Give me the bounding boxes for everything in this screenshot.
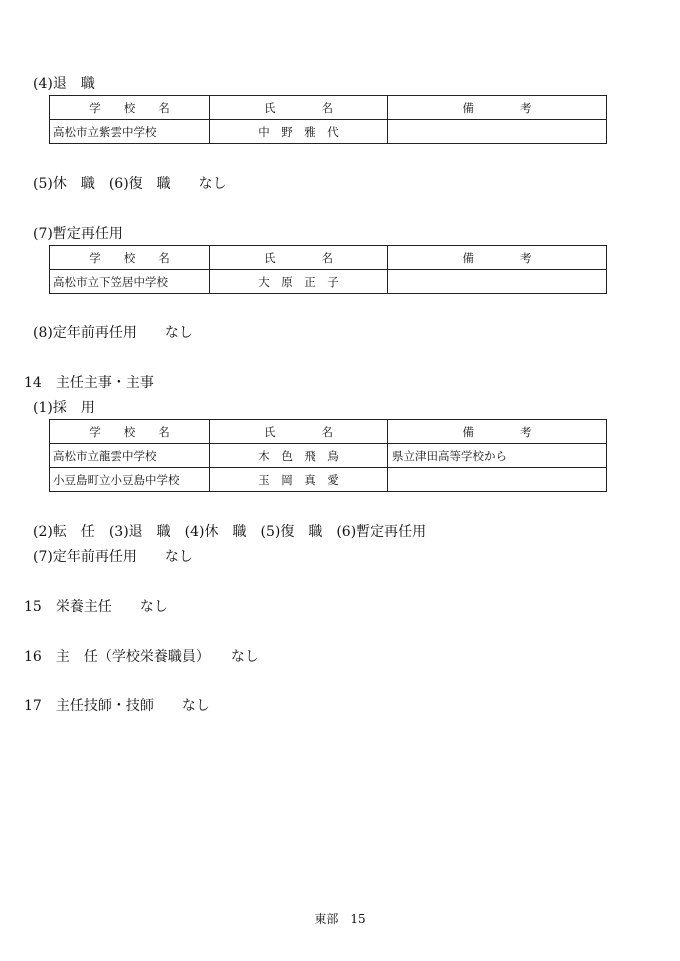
cell-school: 高松市立下笠居中学校 [50,270,210,294]
header-name: 氏 名 [210,246,388,270]
header-school: 学 校 名 [50,96,210,120]
table-header-row [50,246,607,270]
table-header-row [50,96,607,120]
table-row [50,270,607,294]
header-name: 氏 名 [210,96,388,120]
table-row [50,120,607,144]
cell-school: 高松市立紫雲中学校 [50,120,210,144]
header-note: 備 考 [388,96,607,120]
header-school: 学 校 名 [50,420,210,444]
cell-name: 木 色 飛 鳥 [210,444,388,468]
section-15: 15 栄養主任 なし [24,599,168,615]
section-leave-return: (5)休 職 (6)復 職 なし [33,176,227,192]
cell-note: 県立津田高等学校から [388,444,607,468]
retire-table [49,95,607,144]
reappoint-table [49,245,607,294]
section-14-heading: 14 主任主事・主事 [24,375,154,391]
section-16: 16 主 任（学校栄養職員） なし [24,649,259,665]
page-number: 東部 15 [314,912,366,926]
cell-school: 高松市立龍雲中学校 [50,444,210,468]
cell-name: 玉 岡 真 愛 [210,468,388,492]
header-name: 氏 名 [210,420,388,444]
section-retire-heading: (4)退 職 [33,76,95,92]
header-note: 備 考 [388,246,607,270]
section-17: 17 主任技師・技師 なし [24,698,210,714]
hire-table [49,419,607,492]
header-school: 学 校 名 [50,246,210,270]
cell-note [388,468,607,492]
section-early-reappoint: (8)定年前再任用 なし [33,325,193,341]
section-14-early-reappoint: (7)定年前再任用 なし [33,549,193,565]
section-14-transfer-etc: (2)転 任 (3)退 職 (4)休 職 (5)復 職 (6)暫定再任用 [33,524,427,540]
table-row [50,468,607,492]
cell-name: 中 野 雅 代 [210,120,388,144]
table-row [50,444,607,468]
table-header-row [50,420,607,444]
cell-note [388,270,607,294]
cell-name: 大 原 正 子 [210,270,388,294]
cell-school: 小豆島町立小豆島中学校 [50,468,210,492]
section-hire-heading: (1)採 用 [33,400,95,416]
cell-note [388,120,607,144]
header-note: 備 考 [388,420,607,444]
section-reappoint-heading: (7)暫定再任用 [33,226,123,242]
